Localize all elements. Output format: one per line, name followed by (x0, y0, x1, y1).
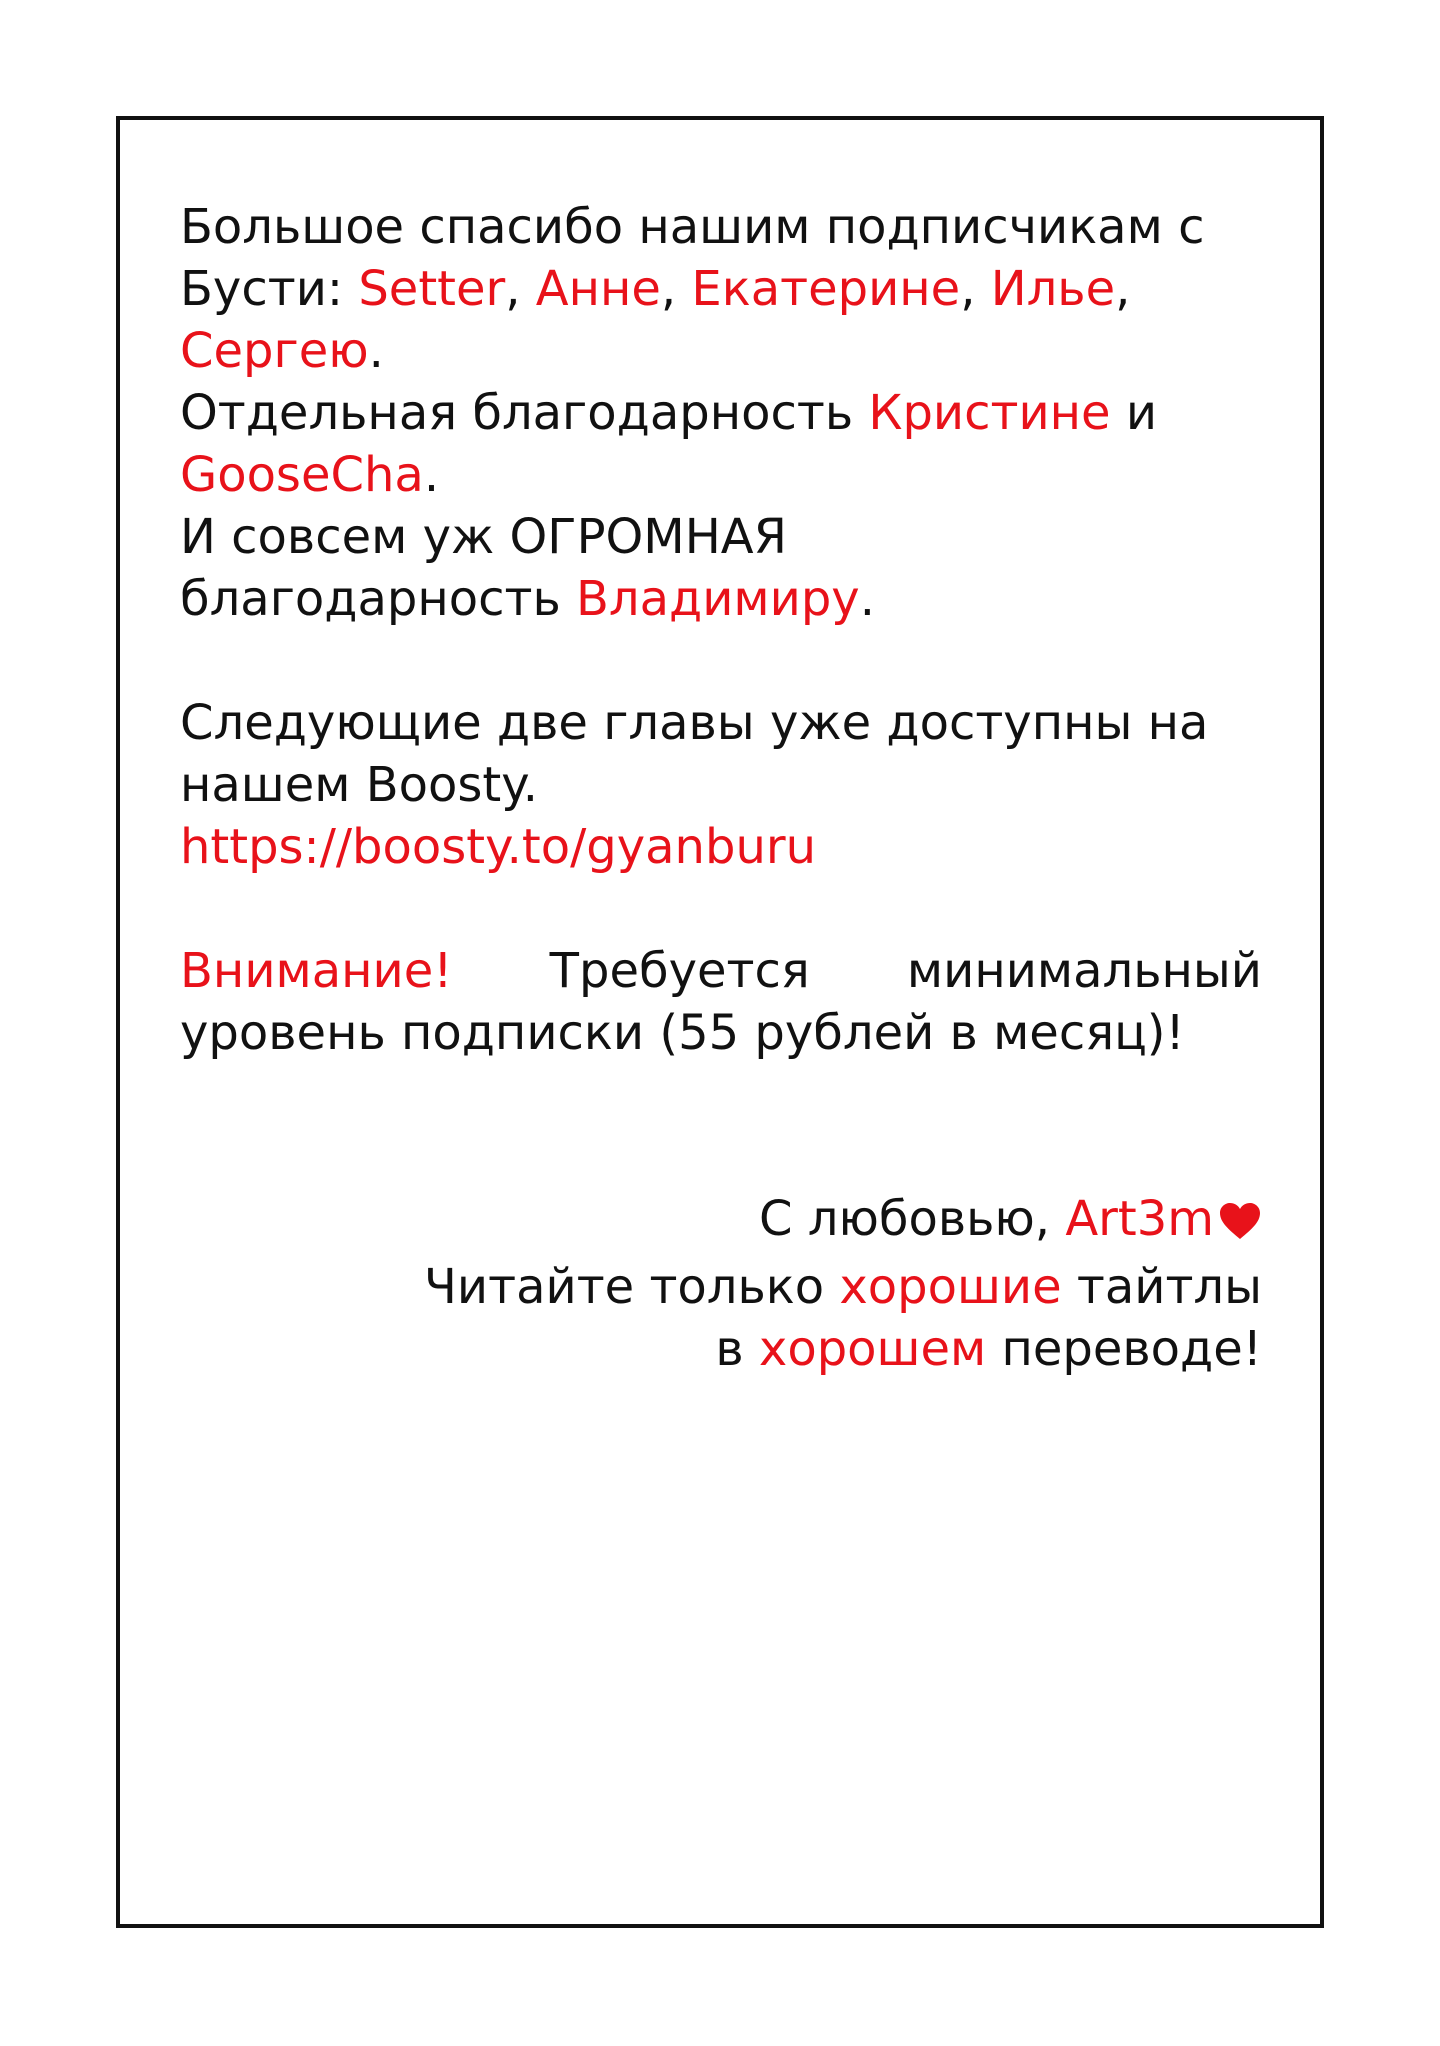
boosty-prefix: Бусти: (180, 261, 359, 317)
spacer (180, 630, 1262, 692)
signoff-paragraph (180, 1188, 1262, 1380)
spacer (180, 1126, 1262, 1188)
credits-text (180, 196, 1262, 1380)
special-name: Кристине (868, 385, 1111, 441)
separator: , (505, 261, 536, 317)
good-word: хорошем (758, 1321, 987, 1377)
chapters-paragraph (180, 692, 1262, 878)
separator: , (1115, 261, 1131, 317)
separator: , (960, 261, 991, 317)
special-thanks-line-2 (180, 444, 1262, 506)
read-prefix: Читайте только (424, 1259, 840, 1315)
read-suffix: тайтлы (1061, 1259, 1262, 1315)
author-name: Art3m (1065, 1191, 1214, 1247)
supporter-name: Илье (990, 261, 1116, 317)
chapters-line-1: Следующие две главы уже доступны на (180, 695, 1209, 751)
special-prefix: Отдельная благодарность (180, 385, 869, 441)
period: . (423, 447, 440, 503)
spacer (180, 1064, 1262, 1126)
supporter-name: Екатерине (691, 261, 961, 317)
boosty-link[interactable]: https://boosty.to/gyanburu (180, 819, 817, 875)
signoff-line-3 (180, 1318, 1262, 1380)
huge-thanks-line-2 (180, 568, 1262, 630)
spacer (180, 878, 1262, 940)
huge-thanks-line-1: И совсем уж ОГРОМНАЯ (180, 509, 787, 565)
conjunction: и (1110, 385, 1158, 441)
supporter-name: Анне (535, 261, 661, 317)
notice-line-1 (180, 940, 1262, 1002)
period: . (368, 323, 384, 379)
period: . (859, 571, 875, 627)
attention-label: Внимание! (180, 943, 453, 999)
huge-name: Владимиру (576, 571, 860, 627)
huge-prefix: благодарность (180, 571, 576, 627)
notice-word: минимальный (906, 943, 1262, 999)
thanks-line-2 (180, 258, 1262, 320)
heart-icon (1218, 1194, 1262, 1256)
in-prefix: в (715, 1321, 759, 1377)
supporter-name: Setter (358, 261, 506, 317)
with-love-text: С любовью, (758, 1191, 1066, 1247)
separator: , (660, 261, 692, 317)
in-suffix: переводе! (986, 1321, 1262, 1377)
signoff-line-1 (180, 1188, 1262, 1256)
notice-paragraph (180, 940, 1262, 1064)
special-thanks-line-1 (180, 382, 1262, 444)
good-word: хорошие (839, 1259, 1062, 1315)
chapters-line-2: нашем Boosty. (180, 757, 539, 813)
notice-word: Требуется (549, 943, 810, 999)
thanks-line-3 (180, 320, 1262, 382)
signoff-line-2 (180, 1256, 1262, 1318)
special-name: GooseCha (180, 447, 424, 503)
thanks-paragraph (180, 196, 1262, 630)
notice-line-2: уровень подписки (55 рублей в месяц)! (180, 1005, 1185, 1061)
thanks-line-1: Большое спасибо нашим подписчикам с (180, 199, 1205, 255)
supporter-name: Сергею (180, 323, 369, 379)
